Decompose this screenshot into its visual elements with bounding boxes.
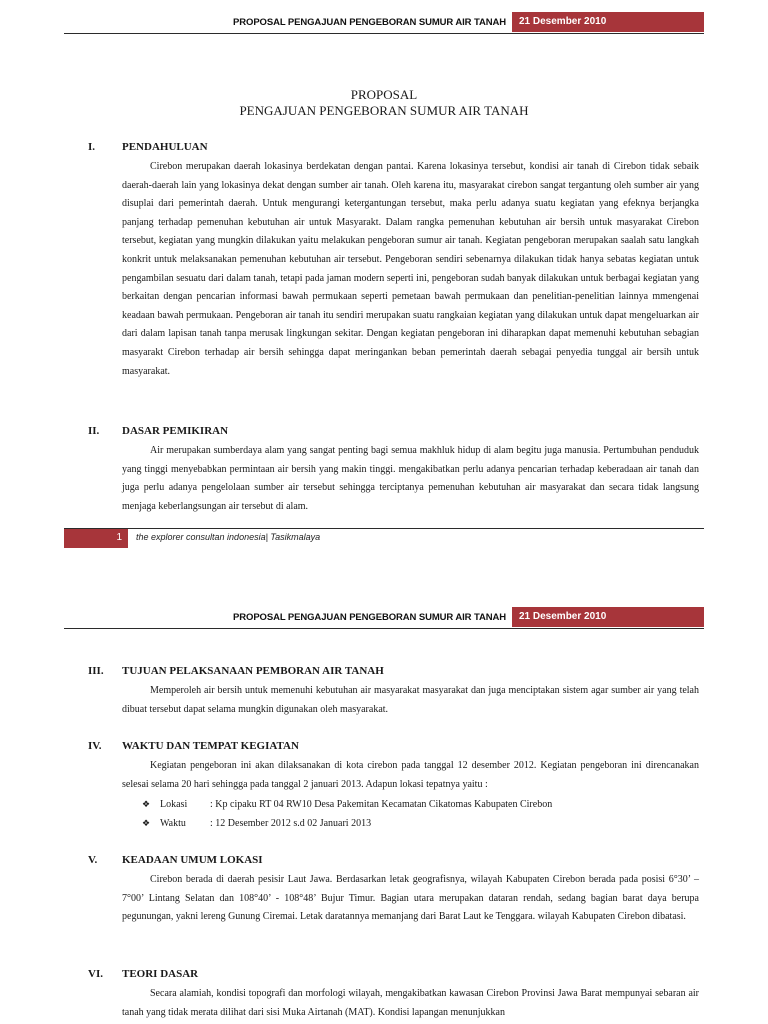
section-text: Air merupakan sumberdaya alam yang sangat penting bagi semua makhluk hidup di alam begitu juga manusia. Pertumbuhan penduduk yang tinggi menyebabkan permintaan air bersih yang makin tinggi. mengakibatkan perlu adanya pencarian terhadap keberadaan air tanah dan juga perlu adanya pengelolaan sumber air tersebut sehingga terciptanya pemenuhan kebutuhan air masyarakat dan secara tidak langsung menjaga keberlangsungan air tersebut di alam. <box>122 445 699 512</box>
section-paragraph <box>122 442 699 516</box>
header-rule <box>64 33 704 34</box>
section-title: KEADAAN UMUM LOKASI <box>122 854 263 866</box>
header-date: 21 Desember 2010 <box>512 12 704 32</box>
section-title: WAKTU DAN TEMPAT KEGIATAN <box>122 740 299 752</box>
section-text: Cirebon berada di daerah pesisir Laut Jawa. Berdasarkan letak geografisnya, wilayah Kabupaten Cirebon berada pada posisi 6°30’ – 7°00’ Lintang Selatan dan 108°40’ - 108°48’ Bujur Timur. Bagian utara merupakan dataran rendah, sedang bagian barat daya berupa pegunungan, yakni lereng Gunung Ciremai. Letak daratannya memanjang dari Barat Laut ke Tenggara. wilayah Kabupaten Cirebon dibatasi. <box>122 874 699 923</box>
section-paragraph <box>122 985 699 1022</box>
diamond-bullet-icon: ❖ <box>142 818 151 828</box>
diamond-bullet-icon: ❖ <box>142 799 151 809</box>
page-separator <box>0 550 768 600</box>
doc-heading-2: PENGAJUAN PENGEBORAN SUMUR AIR TANAH <box>239 103 529 118</box>
doc-heading-1: PROPOSAL <box>350 87 418 102</box>
section-title: PENDAHULUAN <box>122 141 208 153</box>
bullet-label: Waktu <box>160 818 186 829</box>
section-paragraph <box>122 757 699 794</box>
header-date: 21 Desember 2010 <box>512 607 704 627</box>
bullet-value: : Kp cipaku RT 04 RW10 Desa Pakemitan Kecamatan Cikatomas Kabupaten Cirebon <box>210 799 553 810</box>
bullet-value: : 12 Desember 2012 s.d 02 Januari 2013 <box>210 818 372 829</box>
section-paragraph <box>122 871 699 927</box>
section-number: I. <box>88 141 96 153</box>
section-number: VI. <box>88 968 103 980</box>
footer-text: the explorer consultan indonesia| Tasikmalaya <box>136 532 321 542</box>
header-title: PROPOSAL PENGAJUAN PENGEBORAN SUMUR AIR TANAH <box>233 612 506 623</box>
section-number: II. <box>88 425 100 437</box>
section-paragraph <box>122 158 699 381</box>
section-text: Kegiatan pengeboran ini akan dilaksanakan di kota cirebon pada tanggal 12 desember 2012. Kegiatan pengeboran ini direncanakan selesai selama 20 hari sehingga pada tanggal 2 januari 2013. Adapun lokasi tepatnya yaitu : <box>122 760 699 790</box>
section-title: TUJUAN PELAKSANAAN PEMBORAN AIR TANAH <box>122 665 384 677</box>
header-rule <box>64 628 704 629</box>
section-number: IV. <box>88 740 102 752</box>
page-2 <box>0 600 768 1024</box>
section-number: III. <box>88 665 104 677</box>
section-title: DASAR PEMIKIRAN <box>122 425 229 437</box>
section-text: Cirebon merupakan daerah lokasinya berdekatan dengan pantai. Karena lokasinya tersebut, kondisi air tanah di Cirebon tidak sebaik daerah-daerah lain yang lokasinya dekat dengan sumber air tanah. Oleh karena itu, masyarakat cirebon sangat tergantung oleh sumber air yang disuplai dari pemerintah daerah. Untuk mengurangi ketergantungan tersebut, maka perlu adanya suatu kegiatan yang efeknya berjangka panjang terhadap pemenuhan kebutuhan air untuk Masyarakt. Dalam rangka pemenuhan kebutuhan air bersih untuk masyarakat Cirebon tersebut, kegiatan yang mungkin dilakukan yaitu melakukan pengeboran sumur air tanah. Kegiatan pengeboran merupakan saalah satu langkah konkrit untuk melaksanakan pemenuhan kebutuhan air tersebut. Pengeboran sendiri sebenarnya dilakukan tidak hanya sebatas kegiatan untuk pengambilan sesuatu dari dalam tanah, tetapi pada jaman modern seperti ini, pengeboran sudah banyak dilakukan untuk berbagai kegiatan yang berkaitan dengan pencarian informasi bawah permukaan seperti pemetaan bawah permukaan dan penelitian-penelitian lainnya mmengenai keadaan bawah permukaan. Pengeboran air tanah itu sendiri merupakan suatu rangkaian kegiatan yang dilakukan untuk dapat mengeluarkan air dari dalam lapisan tanah tanpa merusak lingkungan sekitar. Dengan kegiatan pengeboran ini diharapkan dapat memenuhi kebutuhan sebagian masyarakt Cirebon terhadap air bersih sehingga dapat meringankan beban pemerintah daerah sebagai penyedia tunggal air bersih untuk masyarakat. <box>122 161 699 377</box>
footer-page-number: 1 <box>116 532 122 543</box>
section-title: TEORI DASAR <box>122 968 199 980</box>
list-item <box>142 795 552 814</box>
list-item <box>142 814 371 833</box>
section-paragraph <box>122 682 699 719</box>
footer-rule <box>64 528 704 529</box>
bullet-label: Lokasi <box>160 799 188 810</box>
header-title: PROPOSAL PENGAJUAN PENGEBORAN SUMUR AIR TANAH <box>233 17 506 28</box>
section-number: V. <box>88 854 98 866</box>
section-text: Secara alamiah, kondisi topografi dan morfologi wilayah, mengakibatkan kawasan Cirebon Provinsi Jawa Barat mempunyai sebaran air tanah yang tidak merata dilihat dari sisi Muka Airtanah (MAT). Kondisi lapangan menunjukkan <box>122 988 699 1018</box>
section-text: Memperoleh air bersih untuk memenuhi kebutuhan air masyarakat masyarakat dan juga menciptakan sistem agar sumber air yang telah dibuat tersebut dapat selama mungkin digunakan oleh masyarakat. <box>122 685 699 715</box>
